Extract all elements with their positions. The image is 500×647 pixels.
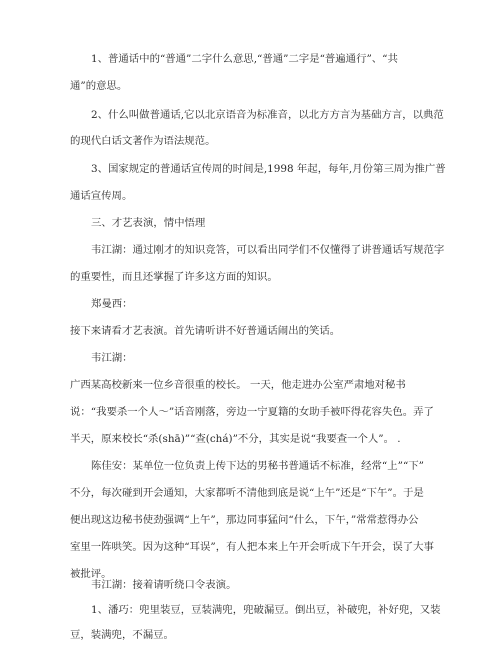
text-line: 1、潘巧：兜里装豆，豆装满兜，兜破漏豆。倒出豆，补破兜，补好兜，又装 bbox=[91, 604, 441, 616]
speaker-label: 郑曼西： bbox=[91, 298, 133, 310]
text-line: 2、什么叫做普通话,它以北京语音为标准音，以北方方言为基础方言，以典范 bbox=[91, 109, 444, 121]
text-line: 豆，装满兜，不漏豆。 bbox=[70, 629, 174, 641]
text-line: 通话宣传周。 bbox=[70, 190, 133, 202]
speaker-label: 韦江湖： bbox=[91, 352, 133, 364]
text-line: 3、国家规定的普通话宣传周的时间是,1998 年起，每年,月份第三周为推广普 bbox=[91, 163, 446, 175]
text-line: 便出现这边秘书使劲强调“上午”，那边同事猛问“什么，下午，”常常惹得办公 bbox=[70, 514, 419, 526]
text-line: 陈佳安：某单位一位负责上传下达的男秘书普通话不标准，经常“上”“下” bbox=[91, 460, 424, 472]
section-heading: 三、才艺表演，情中悟理 bbox=[91, 217, 206, 229]
text-line: 韦江湖：通过刚才的知识竞答，可以看出同学们不仅懂得了讲普通话写规范字 bbox=[91, 244, 445, 256]
text-line: 通”的意思。 bbox=[70, 80, 128, 92]
text-line: 不分，每次碰到开会通知，大家都听不清他到底是说“上午”还是“下午”。于是 bbox=[70, 487, 424, 499]
text-line: 室里一阵哄笑。因为这种“耳误”，有人把本来上午开会听成下午开会，误了大事 bbox=[70, 541, 434, 553]
text-line: 1、普通话中的“普通”二字什么意思,“普通”二字是“普遍通行”、“共 bbox=[91, 53, 398, 65]
text-line: 的现代白话文著作为语法规范。 bbox=[70, 135, 216, 147]
text-line: 广西某高校新来一位乡音很重的校长。 一天，他走进办公室严肃地对秘书 bbox=[70, 379, 406, 391]
text-line: 的重要性，而且还掌握了许多这方面的知识。 bbox=[70, 271, 278, 283]
text-line: 接下来请看才艺表演。首先请听讲不好普通话闹出的笑话。 bbox=[70, 325, 341, 337]
text-line: 韦江湖：接着请听绕口令表演。 bbox=[91, 579, 237, 591]
text-line: 说：“我要杀一个人～”话音刚落，旁边一宁夏籍的女助手被吓得花容失色。弄了 bbox=[70, 406, 434, 418]
text-line: 被批评。 bbox=[70, 568, 112, 580]
text-line: 半天，原来校长“杀(shā)”“查(chá)”不分，其实是说“我要查一个人”。 . bbox=[70, 433, 401, 445]
